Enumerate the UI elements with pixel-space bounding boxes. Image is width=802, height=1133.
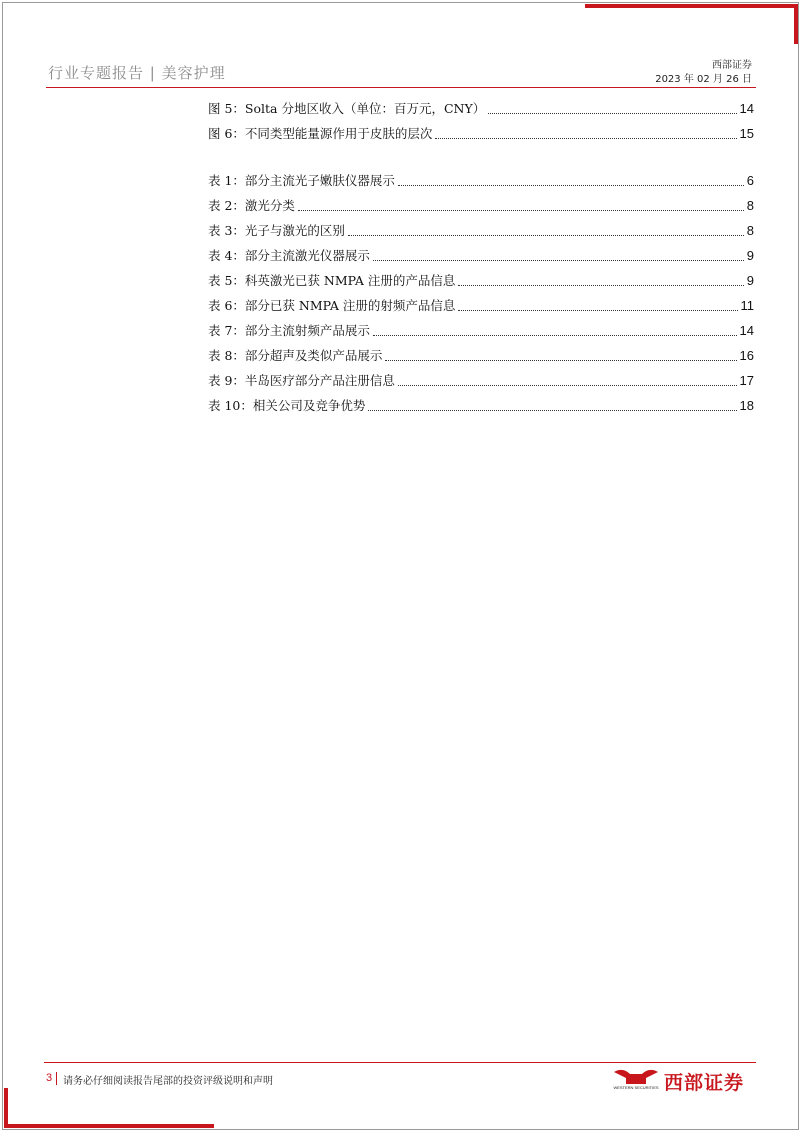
header-section-title: 行业专题报告 | 美容护理 <box>48 64 226 82</box>
toc-entry[interactable] <box>208 100 754 118</box>
toc-entry-label: 表 8：部分超声及类似产品展示 <box>208 348 383 363</box>
toc-entry-page: 16 <box>739 348 754 363</box>
toc-entry[interactable] <box>208 125 754 143</box>
toc-leader-dots <box>373 260 744 261</box>
toc-entry-label: 表 5：科英激光已获 NMPA 注册的产品信息 <box>208 273 456 288</box>
header-rule <box>46 87 756 88</box>
toc-entry[interactable] <box>208 347 754 365</box>
toc-entry[interactable] <box>208 397 754 415</box>
toc-entry-label: 图 6：不同类型能量源作用于皮肤的层次 <box>208 126 433 141</box>
toc-entry-page: 9 <box>746 273 754 288</box>
toc-leader-dots <box>348 235 744 236</box>
toc-entry-label: 表 6：部分已获 NMPA 注册的射频产品信息 <box>208 298 456 313</box>
toc-entry[interactable] <box>208 172 754 190</box>
toc-leader-dots <box>488 113 736 114</box>
toc-entry-page: 14 <box>739 323 754 338</box>
toc-entry-page: 8 <box>746 223 754 238</box>
toc-entry-page: 14 <box>739 101 754 116</box>
header-date: 2023 年 02 月 26 日 <box>655 74 752 85</box>
top-red-accent <box>794 4 798 44</box>
toc-leader-dots <box>435 138 736 139</box>
toc-entry[interactable] <box>208 272 754 290</box>
toc-leader-dots <box>368 410 736 411</box>
toc-entry[interactable] <box>208 297 754 315</box>
footer-page-number: 3 <box>46 1072 53 1084</box>
footer-logo-text: 西部证券 <box>664 1072 745 1094</box>
toc-leader-dots <box>398 185 744 186</box>
toc-entry[interactable] <box>208 247 754 265</box>
header-company: 西部证券 <box>712 60 752 71</box>
toc-leader-dots <box>398 385 737 386</box>
toc-entry[interactable] <box>208 372 754 390</box>
toc-entry-page: 8 <box>746 198 754 213</box>
western-securities-logo-icon <box>612 1066 660 1090</box>
toc-entry-page: 18 <box>739 398 754 413</box>
svg-text:WESTERN SECURITIES: WESTERN SECURITIES <box>613 1085 659 1090</box>
toc-entry-label: 表 1：部分主流光子嫩肤仪器展示 <box>208 173 395 188</box>
bottom-red-bar <box>4 1124 214 1128</box>
footer-disclaimer: 请务必仔细阅读报告尾部的投资评级说明和声明 <box>63 1076 273 1087</box>
toc-entry-label: 表 3：光子与激光的区别 <box>208 223 345 238</box>
toc-leader-dots <box>373 335 737 336</box>
toc-entry-label: 表 4：部分主流激光仪器展示 <box>208 248 370 263</box>
bottom-left-red-accent <box>4 1088 8 1126</box>
toc-entry-label: 表 10：相关公司及竞争优势 <box>208 398 366 413</box>
toc-entry-label: 表 9：半岛医疗部分产品注册信息 <box>208 373 395 388</box>
toc-entry-page: 11 <box>740 298 754 313</box>
toc-entry-page: 17 <box>739 373 754 388</box>
top-red-bar <box>585 4 797 8</box>
toc-entry-label: 表 2：激光分类 <box>208 198 295 213</box>
toc-entry-page: 6 <box>746 173 754 188</box>
toc-entry-page: 15 <box>739 126 754 141</box>
toc-leader-dots <box>458 310 737 311</box>
toc-leader-dots <box>385 360 736 361</box>
footer-separator <box>56 1072 57 1085</box>
toc-entry-label: 图 5：Solta 分地区收入（单位：百万元，CNY） <box>208 101 486 116</box>
toc-entry-page: 9 <box>746 248 754 263</box>
toc-leader-dots <box>298 210 744 211</box>
toc-entry-label: 表 7：部分主流射频产品展示 <box>208 323 370 338</box>
footer-rule <box>44 1062 756 1063</box>
toc-entry[interactable] <box>208 322 754 340</box>
toc-entry[interactable] <box>208 222 754 240</box>
toc-leader-dots <box>458 285 743 286</box>
toc-entry[interactable] <box>208 197 754 215</box>
